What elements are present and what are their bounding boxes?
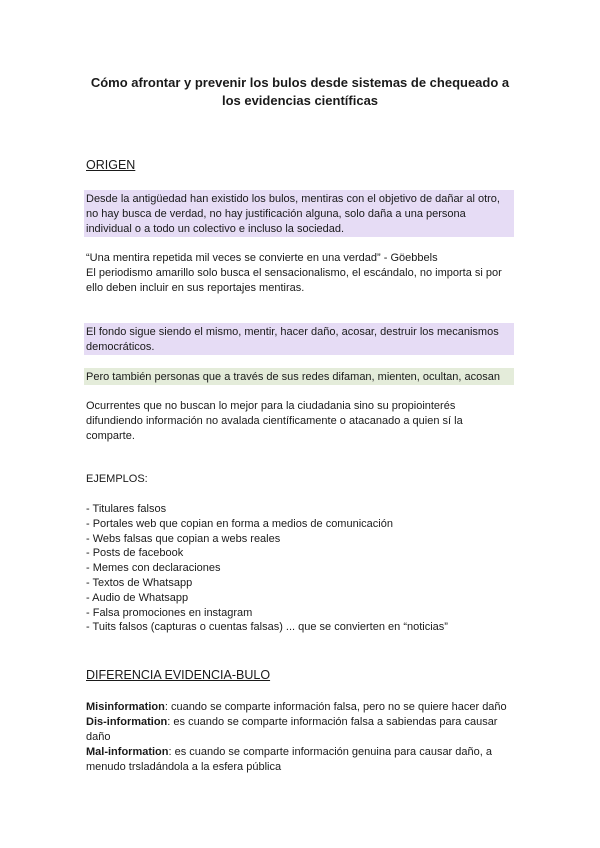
definition-term: Mal-information <box>86 746 169 758</box>
definition-term: Misinformation <box>86 701 165 713</box>
list-item: - Webs falsas que copian a webs reales <box>86 532 281 545</box>
definition-item <box>86 745 514 775</box>
paragraph-origin: Desde la antigüedad han existido los bulos, mentiras con el objetivo de dañar al otro, no hay busca de verdad, no hay justificación alguna, solo daña a una persona individual o a todo un colectivo e incluso la sociedad. <box>86 193 500 235</box>
list-item: - Memes con declaraciones <box>86 562 221 575</box>
definition-term: Dis-information <box>86 716 168 728</box>
paragraph-background: El fondo sigue siendo el mismo, mentir, hacer daño, acosar, destruir los mecanismos democráticos. <box>86 326 499 353</box>
examples-list <box>86 502 514 635</box>
definition-text: : cuando se comparte información falsa, pero no se quiere hacer daño <box>164 701 507 713</box>
paragraph-people: Pero también personas que a través de sus redes difaman, mienten, ocultan, acosan <box>86 371 500 383</box>
list-item: - Falsa promociones en instagram <box>86 606 253 619</box>
definition-item <box>86 700 514 715</box>
examples-label: EJEMPLOS: <box>86 473 148 485</box>
document-title: Cómo afrontar y prevenir los bulos desde sistemas de chequeado a los evidencias científicas <box>90 75 510 108</box>
list-item: - Posts de facebook <box>86 547 184 560</box>
list-item: - Audio de Whatsapp <box>86 591 189 604</box>
section-heading-diferencia: DIFERENCIA EVIDENCIA-BULO <box>86 668 271 682</box>
list-item: - Portales web que copian en forma a medios de comunicación <box>86 517 393 530</box>
list-item: - Tuits falsos (capturas o cuentas falsas) ... que se convierten en “noticias” <box>86 621 448 634</box>
definition-item <box>86 715 514 745</box>
definitions-list <box>86 700 514 775</box>
paragraph-ocurrentes: Ocurrentes que no buscan lo mejor para la ciudadania sino su propiointerés difundiendo información no avalada científicamente o atacanado a quien sí la comparte. <box>86 400 463 442</box>
list-item: - Titulares falsos <box>86 503 167 515</box>
list-item: - Textos de Whatsapp <box>86 576 193 589</box>
paragraph-yellow-press: El periodismo amarillo solo busca el sensacionalismo, el escándalo, no importa si por ello deben incluir en sus reportajes mentiras. <box>86 267 502 294</box>
section-heading-origen: ORIGEN <box>86 158 136 172</box>
definition-text: : es cuando se comparte información genuina para causar daño, a menudo trsladándola a la esfera pública <box>86 746 492 773</box>
definition-text: : es cuando se comparte información falsa a sabiendas para causar daño <box>86 716 498 743</box>
quote-goebbels: “Una mentira repetida mil veces se convierte en una verdad” - Göebbels <box>86 252 438 264</box>
